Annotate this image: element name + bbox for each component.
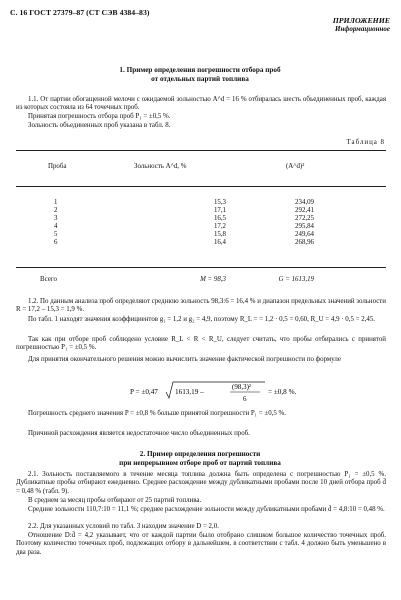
table-cell: 1: [54, 199, 58, 206]
paragraph-accepted-error: Принятая погрешность отбора проб P₁ = ±0,5 %.: [28, 113, 171, 120]
table-header-rule: [16, 186, 386, 187]
table-cell: 17,2: [213, 223, 226, 230]
table-cell: 2: [54, 207, 58, 214]
table-cell: 234,09: [295, 199, 314, 206]
appendix-subtitle: Информационное: [335, 25, 390, 33]
paragraph-2-2: 2.2. Для указанных условий по табл. 3 находим значение D = 2,0.: [28, 523, 219, 530]
table-top-rule: [16, 150, 386, 151]
table-cell: 15,3: [213, 199, 226, 206]
table-cell: 17,1: [213, 207, 226, 214]
section1-heading-line2: от отдельных партий топлива: [151, 74, 249, 83]
formula-left: P = ±0,47: [130, 388, 158, 396]
paragraph-means: Средние зольности 110,7:10 = 11,1 %; среднее расхождение зольности между дубликатными пробами d̄ = 4,8:10 = 0,48 %.: [28, 506, 385, 513]
section2-heading-line1: 2. Пример определения погрешности: [139, 450, 261, 458]
paragraph-reason: Причиной расхождения является недостаточное число объединенных проб.: [28, 430, 250, 437]
paragraph-batches: В среднем за месяц пробы отбирают от 25 партий топлива.: [28, 497, 202, 504]
table-total-rule: [16, 267, 386, 268]
formula-sqrt-body: 1613,19 –: [175, 388, 204, 396]
paragraph-condition: Так как при отборе проб соблюдено условие R_L < R < R_U, следует считать, что пробы отбирались с принятой погрешностью P₁ = ±0,5 %.: [16, 336, 386, 352]
formula-denominator: 6: [243, 395, 247, 403]
table-cell: 292,41: [295, 207, 314, 214]
formula-svg: [130, 378, 300, 408]
table-total-m: M = 98,3: [200, 276, 226, 283]
table-row: [16, 207, 386, 215]
table-total: [16, 276, 386, 284]
section1-heading: [20, 66, 380, 83]
appendix-title: ПРИЛОЖЕНИЕ: [332, 16, 390, 25]
error-formula: [130, 378, 300, 410]
table-cell: 268,96: [295, 239, 314, 246]
paragraph-1-2: 1.2. По данным анализа проб определяют среднюю зольность 98,3:6 = 16,4 % и диапазон предельных значений зольности R = 17,2 – 15,3 = 1,9 %.: [16, 298, 386, 314]
section1-heading-line1: 1. Пример определения погрешности отбора проб: [119, 66, 281, 74]
table-total-g: G = 1613,19: [278, 276, 314, 283]
table-row: [16, 215, 386, 223]
paragraph-formula-intro: Для принятия окончательного решения можно вычислить значение фактической погрешности по формуле: [28, 356, 341, 363]
table-header-cell: Зольность A^d, %: [134, 163, 187, 170]
table-row: [16, 199, 386, 207]
table-cell: 249,64: [295, 231, 314, 238]
table-header: [16, 163, 386, 171]
paragraph-2-1: 2.1. Зольность поставляемого в течение месяца топлива должна быть определена с погрешностью P₁ = ±0,5 %. Дубликатные пробы отбирают ежедневно. Среднее расхождение между дубликатными пробами после 10 дней отбора проб d̄ = 0,48 % (табл. 9).: [16, 471, 386, 495]
formula-right: = ±0,8 %.: [268, 388, 297, 396]
paragraph-coefficients: По табл. 1 находят значения коэффициентов g₁ = 1,2 и g₂ = 4,9, поэтому R_L = = 1,2 · 0,5 = 0,60, R_U = 4,9 · 0,5 = 2,45.: [28, 316, 375, 323]
table-row: [16, 223, 386, 231]
paragraph-ratio: Отношение D:d̄ = 4,2 указывает, что от каждой партии было отобрано слишком большое количество точечных проб. Поэтому количество точечных проб, подлежащих отбору в дальнейшем, в соответствии с табл. 4 должно быть уменьшено в два раза.: [16, 532, 386, 556]
table-row: [16, 231, 386, 239]
table-cell: 3: [54, 215, 58, 222]
table-cell: 295,84: [295, 223, 314, 230]
section2-heading: [20, 450, 380, 467]
paragraph-ash-ref: Зольность объединенных проб указана в табл. 8.: [28, 122, 171, 129]
table-cell: 272,25: [295, 215, 314, 222]
table-header-cell: (A^d)²: [286, 163, 305, 170]
page-header: С. 16 ГОСТ 27379–87 (СТ СЭВ 4384–83): [10, 8, 150, 17]
table-cell: 16,4: [213, 239, 226, 246]
appendix-label: [333, 16, 390, 34]
section2-heading-line2: при непрерывном отборе проб от партий топлива: [119, 458, 281, 467]
table-cell: 16,5: [213, 215, 226, 222]
formula-numerator: (98,3)²: [232, 383, 252, 391]
paragraph-1-1: 1.1. От партии обогащенной мелочи с ожидаемой зольностью A^d = 16 % отбиралась шесть объединенных проб, каждая из которых состояла из 64 точечных проб.: [16, 96, 386, 112]
table-cell: 5: [54, 231, 58, 238]
table-cell: 15,8: [213, 231, 226, 238]
table-caption: Таблица 8: [346, 139, 385, 146]
table-header-cell: Проба: [48, 163, 67, 170]
table-total-label: Всего: [40, 276, 57, 283]
table-cell: 6: [54, 239, 58, 246]
table-row: [16, 239, 386, 247]
paragraph-error-compare: Погрешность среднего значения P = ±0,8 % больше принятой погрешности P₁ = ±0,5 %.: [28, 410, 286, 417]
table-cell: 4: [54, 223, 58, 230]
table-body: [16, 199, 386, 247]
